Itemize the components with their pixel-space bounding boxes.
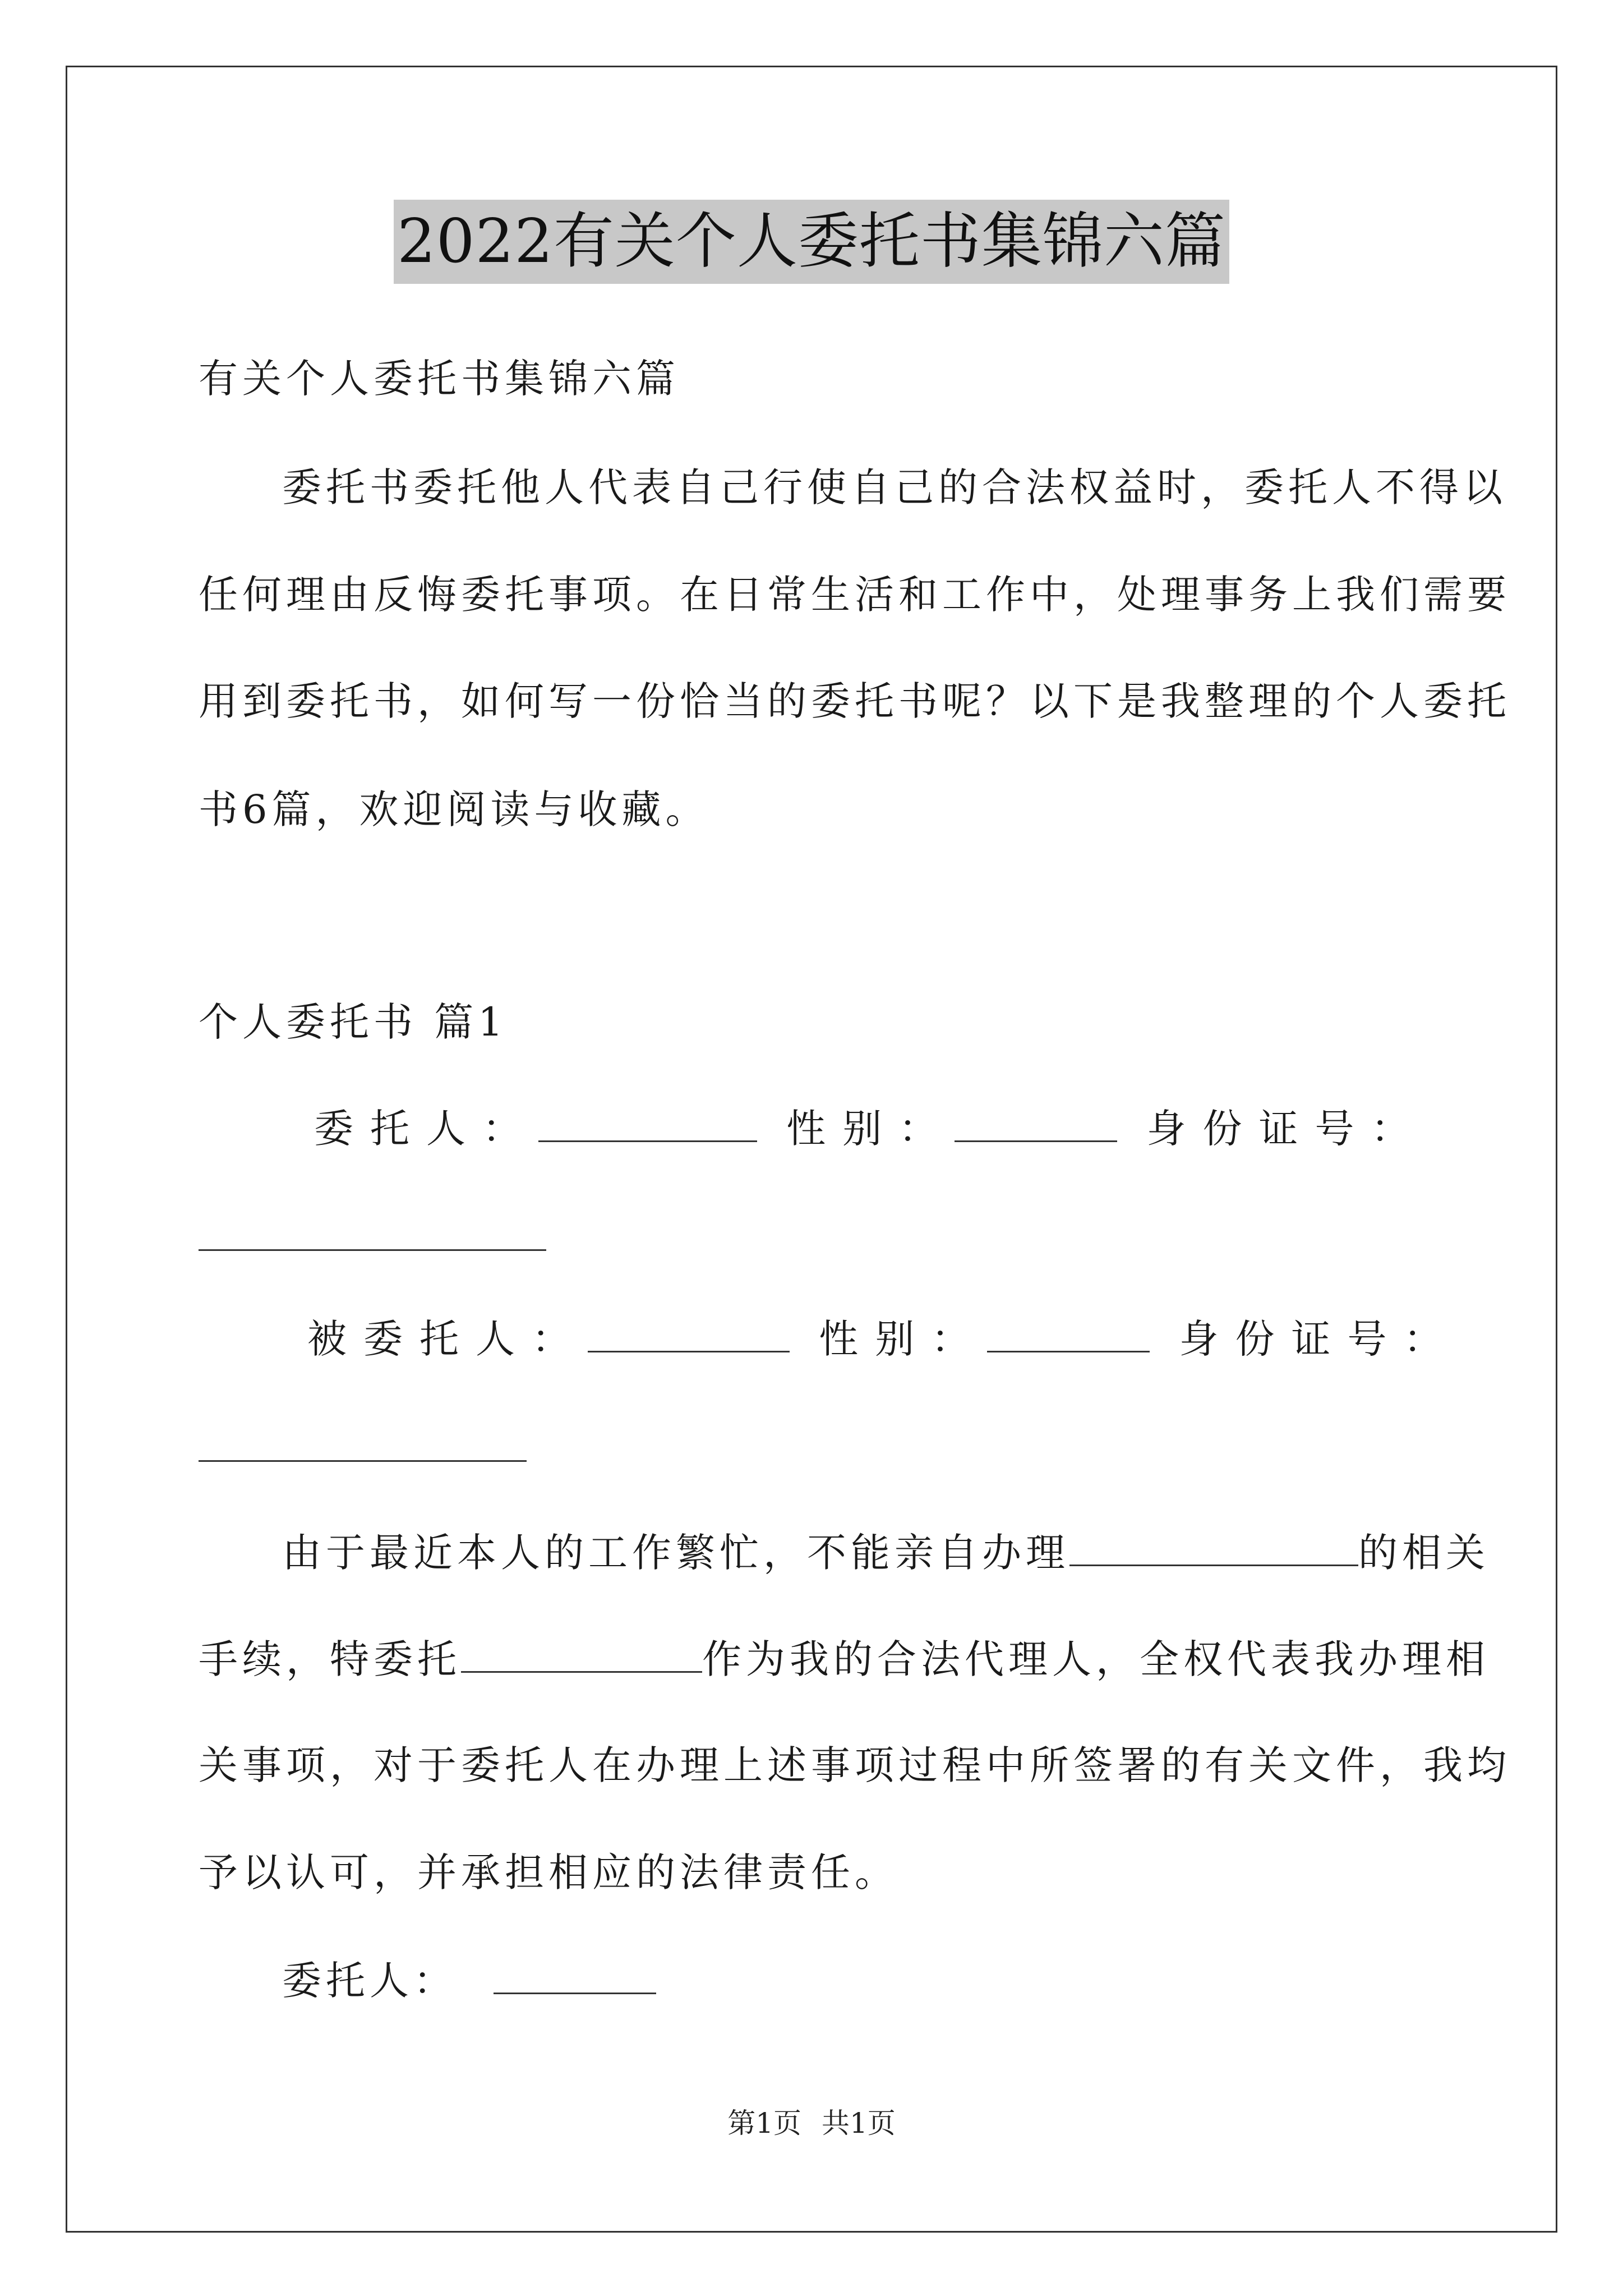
intro-line-4: 书6篇，欢迎阅读与收藏。 xyxy=(199,786,709,832)
intro-line-1: 委托书委托他人代表自己行使自己的合法权益时，委托人不得以 xyxy=(282,464,1507,510)
page-total: 共1页 xyxy=(821,2107,896,2139)
document-subtitle: 有关个人委托书集锦六篇 xyxy=(199,356,680,402)
principal-id-blank xyxy=(199,1249,546,1251)
agent-blank xyxy=(461,1636,702,1673)
body-line-1 xyxy=(282,1525,1490,1581)
title-container xyxy=(0,200,1623,284)
body-line-2 xyxy=(199,1631,1490,1687)
agent-row xyxy=(307,1311,1460,1367)
principal-row xyxy=(314,1101,1427,1157)
agent-label: 被委托人： xyxy=(307,1316,588,1362)
agent-id-blank xyxy=(199,1460,527,1462)
body-line-2-text: 手续，特委托 xyxy=(199,1636,461,1682)
intro-line-2: 任何理由反悔委托事项。在日常生活和工作中，处理事务上我们需要 xyxy=(199,572,1511,618)
signature-row xyxy=(282,1953,656,2009)
principal-label: 委托人： xyxy=(314,1106,538,1152)
document-title: 2022有关个人委托书集锦六篇 xyxy=(394,200,1229,284)
matter-blank xyxy=(1069,1530,1358,1566)
section-heading: 个人委托书 篇1 xyxy=(199,999,508,1045)
body-line-3: 关事项，对于委托人在办理上述事项过程中所签署的有关文件，我均 xyxy=(199,1742,1511,1788)
page-number: 第1页 xyxy=(727,2107,802,2139)
principal-id-label: 身份证号： xyxy=(1146,1106,1427,1152)
principal-gender-label: 性别： xyxy=(786,1106,955,1152)
agent-name-blank xyxy=(588,1316,790,1352)
principal-name-blank xyxy=(538,1106,757,1142)
agent-gender-blank xyxy=(987,1316,1150,1352)
page-footer xyxy=(0,2104,1623,2143)
intro-line-3: 用到委托书，如何写一份恰当的委托书呢？以下是我整理的个人委托 xyxy=(199,678,1511,724)
body-line-1-end: 的相关 xyxy=(1358,1530,1490,1576)
principal-gender-blank xyxy=(955,1106,1117,1142)
agent-id-label: 身份证号： xyxy=(1179,1316,1460,1362)
signature-blank xyxy=(494,1958,656,1994)
body-line-1-text: 由于最近本人的工作繁忙，不能亲自办理 xyxy=(282,1530,1069,1576)
signature-label: 委托人： xyxy=(282,1958,457,2004)
body-line-4: 予以认可，并承担相应的法律责任。 xyxy=(199,1849,898,1895)
body-line-2-end: 作为我的合法代理人，全权代表我办理相 xyxy=(702,1636,1490,1682)
agent-gender-label: 性别： xyxy=(819,1316,988,1362)
